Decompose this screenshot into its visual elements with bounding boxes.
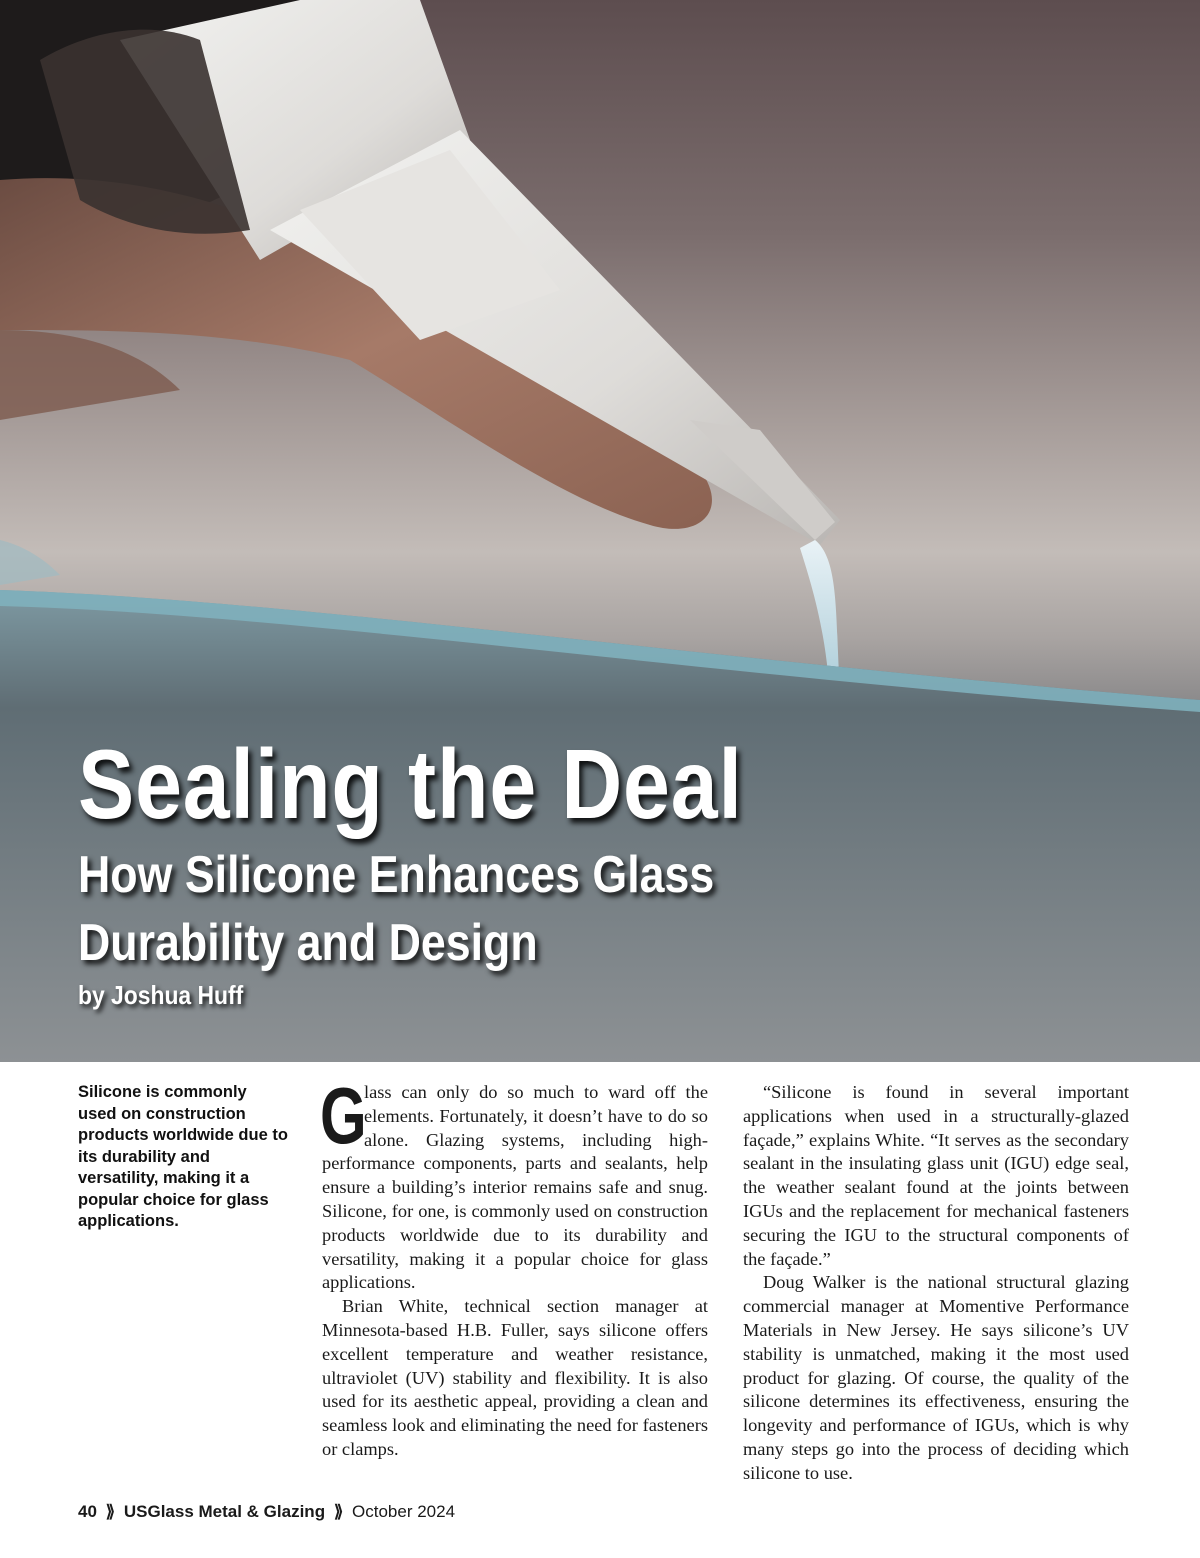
paragraph-2: Brian White, technical section manager at Minnesota-based H.B. Fuller, says silicone offers excellent temperature and weather resistance, ultraviolet (UV) stability and flexibility. It is also used for its aesthetic appeal, providing a clean and seamless look and eliminating the need for fasteners or clamps.	[322, 1296, 708, 1459]
paragraph-4: Doug Walker is the national structural glazing commercial manager at Momentive Performance Materials in New Jersey. He says silicone’s UV stability is unmatched, making it the most used product for glazing. Of course, the quality of the silicone determines its effectiveness, ensuring the longevity and performance of IGUs, which is why many steps go into the process of deciding which silicone to use.	[743, 1272, 1129, 1483]
drop-cap: G	[320, 1071, 367, 1160]
article-subtitle-line-1: How Silicone Enhances Glass	[78, 846, 715, 904]
footer-separator-2: ⟫	[333, 1502, 344, 1521]
body-column-1	[320, 1071, 708, 1462]
article-title: Sealing the Deal	[78, 729, 743, 839]
pull-summary: Silicone is commonly used on construction products worldwide due to its durability and versatility, making it a popular choice for glass applications.	[78, 1083, 288, 1230]
issue-date: October 2024	[352, 1502, 456, 1521]
paragraph-3: “Silicone is found in several important applications when used in a structurally-glazed façade,” explains White. “It serves as the secondary sealant in the insulating glass unit (IGU) edge seal, the weather sealant found at the joints between IGUs and the replacement for mechanical fasteners securing the IGU to the structural components of the façade.”	[743, 1082, 1129, 1269]
page-number: 40	[78, 1502, 97, 1521]
article-byline: by Joshua Huff	[78, 980, 244, 1010]
paragraph-1-text: lass can only do so much to ward off the elements. Fortunately, it doesn’t have to do so alone. Glazing systems, including high-performance components, parts and sealants, help ensure a building’s interior remains safe and snug. Silicone, for one, is commonly used on construction products worldwide due to its durability and versatility, making it a popular choice for glass applications.	[322, 1082, 708, 1293]
paragraph-1	[320, 1071, 708, 1295]
magazine-name: USGlass Metal & Glazing	[123, 1502, 326, 1521]
article-subtitle-line-2: Durability and Design	[78, 914, 538, 972]
page-footer	[78, 1502, 455, 1522]
footer-separator-1: ⟫	[105, 1502, 116, 1521]
title-block	[78, 728, 1128, 1012]
body-column-2	[743, 1081, 1129, 1486]
